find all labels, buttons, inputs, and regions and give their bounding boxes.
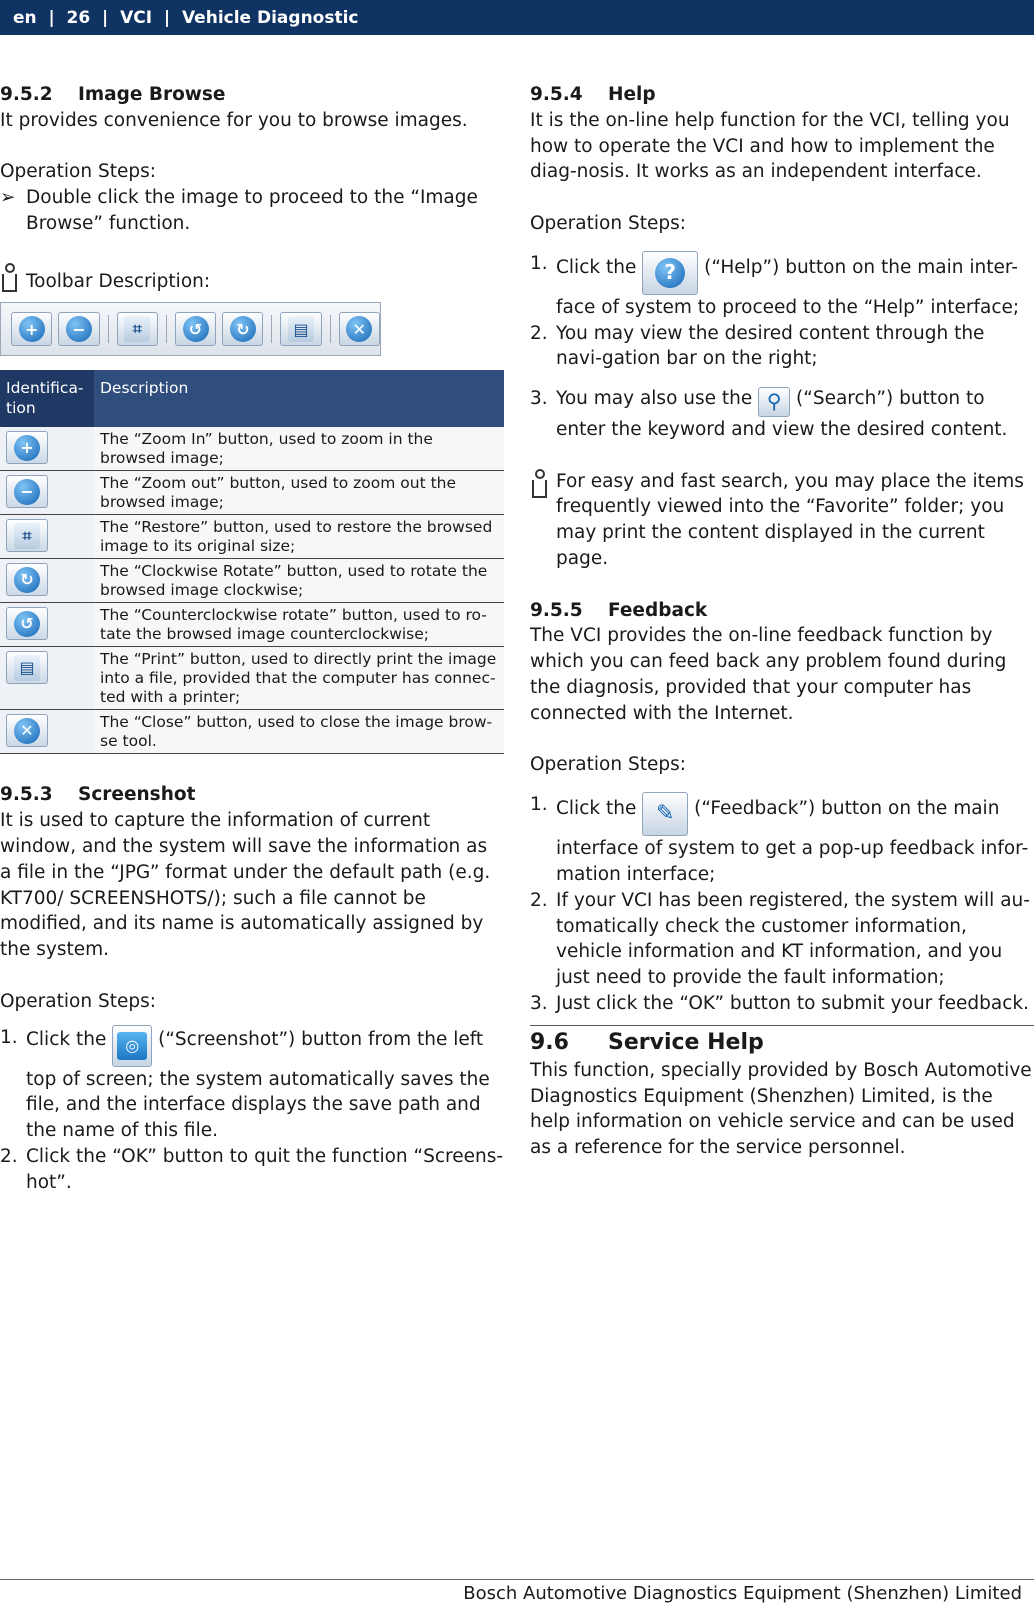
restore-icon: ⌗ [124,316,150,342]
list-item: 2. You may view the desired content through the navi-gation bar on the right; [530,322,985,370]
image-browse-intro: It provides convenience for you to browse images. [0,109,468,131]
table-row [0,710,504,754]
zoom-in-icon: + [19,316,45,342]
list-item: ➢ Double click the image to proceed to the “Image Browse” function. [0,185,504,237]
screenshot-intro: It is used to capture the information of current window, and the system will save the information as a file in the “JPG” format under the default path (e.g. KT700/ SCREENSHOTS/); such a file cannot be modified, and its name is automatically assigned by the system. [0,810,491,961]
header-product: VCI [120,7,153,28]
feedback-intro: The VCI provides the on-line feedback function by which you can feed back any problem found during the diagnosis, provided that your computer has connected with the Internet. [530,625,1007,724]
clockwise-rotate-button[interactable] [222,312,263,346]
zoom-out-icon: − [14,479,40,505]
table-row [0,427,504,471]
zoom-in-icon: + [14,435,40,461]
close-button[interactable] [339,312,380,346]
table-row [0,515,504,559]
zoom-in-button [6,431,48,464]
toolbar-description-table [0,370,504,754]
table-cell: The “Restore” button, used to restore the browsed image to its original size; [94,515,504,559]
counterclockwise-rotate-button [6,607,48,640]
edit-note-icon: ✎ [656,801,675,827]
search-icon: ⚲ [766,389,782,414]
printer-icon: ▤ [14,655,40,681]
table-header-identification: Identifica-tion [0,370,94,427]
rotate-right-icon: ↻ [230,316,256,342]
section-9-5-2-title: 9.5.2 Image Browse [0,84,226,105]
image-browse-toolbar [0,302,381,356]
zoom-out-button [6,475,48,508]
camera-icon: ◎ [117,1032,147,1060]
table-row [0,471,504,515]
table-row [0,647,504,710]
close-icon: ✕ [346,316,372,342]
list-item: 2. Click the “OK” button to quit the function “Screens-hot”. [0,1145,504,1193]
table-header-description: Description [94,370,504,427]
table-row [0,603,504,647]
zoom-in-button[interactable] [11,312,52,346]
table-cell: The “Zoom out” button, used to zoom out the browsed image; [94,471,504,515]
rotate-right-icon: ↻ [14,567,40,593]
service-help-intro: This function, specially provided by Bosch Automotive Diagnostics Equipment (Shenzhen) Limited, is the help information on vehicle service and can be used as a reference for the service personnel. [530,1059,1032,1159]
list-item: 3. Just click the “OK” button to submit your feedback. [530,993,1030,1015]
operation-steps-label: Operation Steps: [530,754,686,776]
operation-steps-label: Operation Steps: [0,990,156,1012]
print-button[interactable] [280,312,321,346]
rotate-left-icon: ↺ [14,611,40,637]
table-cell: The “Counterclockwise rotate” button, used to ro-tate the browsed image counterclockwise; [94,603,504,647]
operation-steps-label: Operation Steps: [530,212,686,234]
feedback-button [642,792,688,836]
zoom-out-button[interactable] [58,312,99,346]
page-footer: Bosch Automotive Diagnostics Equipment (Shenzhen) Limited [463,1583,1022,1604]
question-icon: ? [655,258,685,288]
info-note: For easy and fast search, you may place the items frequently viewed into the “Favorite” folder; you may print the content displayed in the current page. [530,469,1034,572]
toolbar-description-label: Toolbar Description: [0,263,504,295]
section-9-6-title: 9.6 Service Help [530,1025,1034,1058]
print-button [6,651,48,684]
clockwise-rotate-button [6,563,48,596]
header-lang: en [13,7,37,28]
operation-steps-label: Operation Steps: [0,161,156,183]
right-column [530,82,1034,1161]
table-cell: The “Close” button, used to close the image brow-se tool. [94,710,504,754]
section-9-5-4-title: 9.5.4 Help [530,84,656,105]
table-cell: The “Clockwise Rotate” button, used to rotate the browsed image clockwise; [94,559,504,603]
list-item: 2. If your VCI has been registered, the system will au-tomatically check the customer information, vehicle information and KT information, and you just need to provide the fault information; [530,889,1030,989]
left-column [0,82,504,1196]
counterclockwise-rotate-button[interactable] [175,312,216,346]
help-intro: It is the on-line help function for the VCI, telling you how to operate the VCI and how to implement the diag-nosis. It works as an independent interface. [530,109,1010,183]
table-row [0,559,504,603]
help-button [642,251,698,295]
table-cell: The “Print” button, used to directly print the image into a file, provided that the computer has connec-ted with a printer; [94,647,504,710]
footer-divider [0,1579,1034,1580]
search-button [758,387,790,417]
header-page-number: 26 [66,7,91,28]
printer-icon: ▤ [288,316,314,342]
restore-icon: ⌗ [14,523,40,549]
list-item: 3. You may also use the ⚲ (“Search”) button to enter the keyword and view the desired content. [530,388,1008,441]
list-item: 1. Click the ◎ (“Screenshot”) button from the left top of screen; the system automatically saves the file, and the interface displays the save path and the name of this file. [0,1026,490,1142]
arrow-bullet-icon: ➢ [0,187,16,209]
info-icon [530,469,548,499]
page-header: en | 26 | VCI | Vehicle Diagnostic [0,0,1034,35]
list-item: 1. Click the ✎ (“Feedback”) button on the main interface of system to get a pop-up feedback infor-mation interface; [530,794,1029,886]
close-button [6,714,48,747]
zoom-out-icon: − [66,316,92,342]
screenshot-button [112,1025,152,1067]
info-icon [0,263,18,293]
table-cell: The “Zoom In” button, used to zoom in the browsed image; [94,427,504,471]
close-icon: ✕ [14,718,40,744]
rotate-left-icon: ↺ [183,316,209,342]
list-item: 1. Click the ? (“Help”) button on the main inter-face of system to proceed to the “Help” interface; [530,252,1020,318]
section-9-5-5-title: 9.5.5 Feedback [530,599,708,621]
header-section: Vehicle Diagnostic [181,7,359,28]
section-9-5-3-title: 9.5.3 Screenshot [0,784,196,806]
restore-button [6,519,48,552]
restore-button[interactable] [117,312,158,346]
